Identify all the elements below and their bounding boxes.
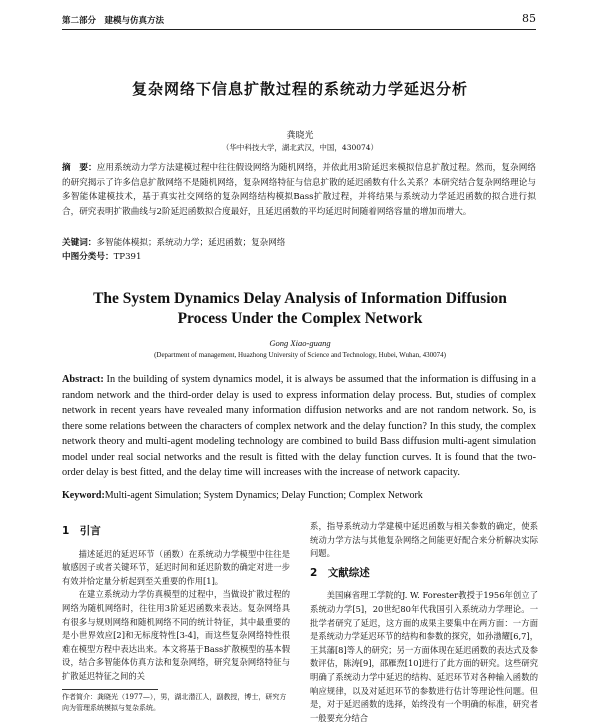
title-english-line2: Process Under the Complex Network bbox=[177, 310, 423, 327]
keywords-english-text: Multi-agent Simulation; System Dynamics; Delay Function; Complex Network bbox=[104, 490, 423, 501]
running-header bbox=[62, 12, 536, 28]
classification-value: TP391 bbox=[113, 252, 142, 262]
page-number: 85 bbox=[522, 12, 536, 25]
abstract-english bbox=[62, 372, 536, 481]
literature-review-paragraph-1: 美国麻省理工学院的J. W. Forester教授于1956年创立了系统动力学[5]，20世纪80年代我国引入系统动力学理论。一批学者研究了延迟，这方面的成果主要集中在两方面：一方面是系统动力学延迟环节的结构和参数的探究，如孙渤耀[6,7]，王其藩[8]等人的研究；另一方面体现在延迟函数的表达式及参数评估，陈涛[9]，邵雁焘[10]进行了此方面的研究。这些研究明确了系统动力学中延迟的结构、延迟环节对各种输入函数的响应规律，以及对延迟环节的参数进行估计等理论性问题。但是，对于延迟函数的选择，始终没有一个明确的标准，研究者一般要充分结合 bbox=[310, 590, 538, 723]
title-english-line1: The System Dynamics Delay Analysis of Information Diffusion bbox=[93, 290, 507, 307]
abstract-english-text: In the building of system dynamics model, it is always be assumed that the information is diffusing in a random network and the third-order delay is used to express information delay process. But, studies of complex network in recent years have revealed many information diffusion networks and are not random network. So, is there some relations between the characters of complex network and the delay function? In this study, the complex network theory and multi-agent modeling technology are combined to build Bass diffusion multi-agent simulation model under real social networks and the result is fitted with the delay function curves. It is found that the two-order delay is best fitted, and the delay time will increases with the increase of network capacity. bbox=[62, 374, 536, 478]
keywords-chinese-label: 关键词： bbox=[62, 238, 97, 248]
abstract-english-label: Abstract: bbox=[62, 374, 104, 385]
author-footnote: 作者简介：龚晓光（1977—），男，湖北潜江人，副教授，博士，研究方向为管理系统模拟与复杂系统。 bbox=[62, 693, 287, 712]
affiliation-chinese: （华中科技大学，湖北武汉，中国，430074） bbox=[221, 143, 379, 152]
title-english bbox=[0, 289, 600, 329]
author-english: Gong Xiao-guang bbox=[269, 338, 331, 348]
title-chinese: 复杂网络下信息扩散过程的系统动力学延迟分析 bbox=[131, 80, 468, 98]
affiliation-english: (Department of management, Huazhong University of Science and Technology, Hubei, Wuhan, 430074) bbox=[154, 351, 446, 359]
section-heading-literature-review: 2 文献综述 bbox=[310, 566, 370, 579]
keywords-chinese-text: 多智能体模拟；系统动力学；延迟函数；复杂网络 bbox=[96, 238, 286, 248]
keywords-chinese bbox=[62, 237, 536, 249]
introduction-paragraph-2-continued: 系，指导系统动力学建模中延迟函数与相关参数的确定，使系统动力学方法与其他复杂网络之间能更好配合来分析解决实际问题。 bbox=[310, 521, 538, 559]
abstract-chinese bbox=[62, 161, 536, 219]
abstract-chinese-text: 应用系统动力学方法建模过程中往往假设网络为随机网络，并依此用3阶延迟来模拟信息扩散过程。然而，复杂网络的研究揭示了许多信息扩散网络不是随机网络，复杂网络特征与信息扩散的延迟函数有什么关系？本研究结合复杂网络理论与多智能体建模技术，基于真实社交网络的复杂网络结构模拟Bass扩散过程，并将结果与系统动力学延迟函数的拟合进行拟合，研究表明扩散曲线与2阶延迟函数拟合度最好，且延迟函数的平均延迟时间随着网络容量的增加而增大。 bbox=[62, 163, 536, 217]
keywords-english bbox=[62, 490, 536, 501]
header-rule bbox=[62, 29, 536, 30]
introduction-paragraph-1: 描述延迟的延迟环节（函数）在系统动力学模型中往往是敏感因子或者关键环节，延迟时间和延迟阶数的确定对进一步有效并恰定量分析起到至关重要的作用[1]。 bbox=[62, 548, 290, 586]
abstract-chinese-label: 摘 要： bbox=[62, 163, 97, 173]
footnote-rule bbox=[62, 689, 158, 690]
classification-label: 中图分类号： bbox=[62, 252, 114, 262]
section-heading-introduction: 1 引言 bbox=[62, 525, 101, 537]
author-chinese: 龚晓光 bbox=[286, 131, 314, 141]
classification-number bbox=[62, 251, 536, 263]
running-header-section: 第二部分 建模与仿真方法 bbox=[62, 16, 165, 26]
body-column-right bbox=[310, 520, 538, 725]
keywords-english-label: Keyword: bbox=[62, 490, 105, 501]
introduction-paragraph-2: 在建立系统动力学仿真模型的过程中，当做设扩散过程的网络为随机网络时，往往用3阶延迟函数来表达。复杂网络具有很多与规则网络和随机网络不同的统计特征，其中最重要的是小世界效应[2]和无标度特性[3-4]，而这些复杂网络特性很难在模型方程中表达出来。本文将基于Bass扩散模型的基本假设，结合多智能体仿真方法和复杂网络，研究复杂网络特征与扩散延迟特征之间的关 bbox=[62, 589, 290, 681]
body-column-left bbox=[62, 520, 290, 684]
